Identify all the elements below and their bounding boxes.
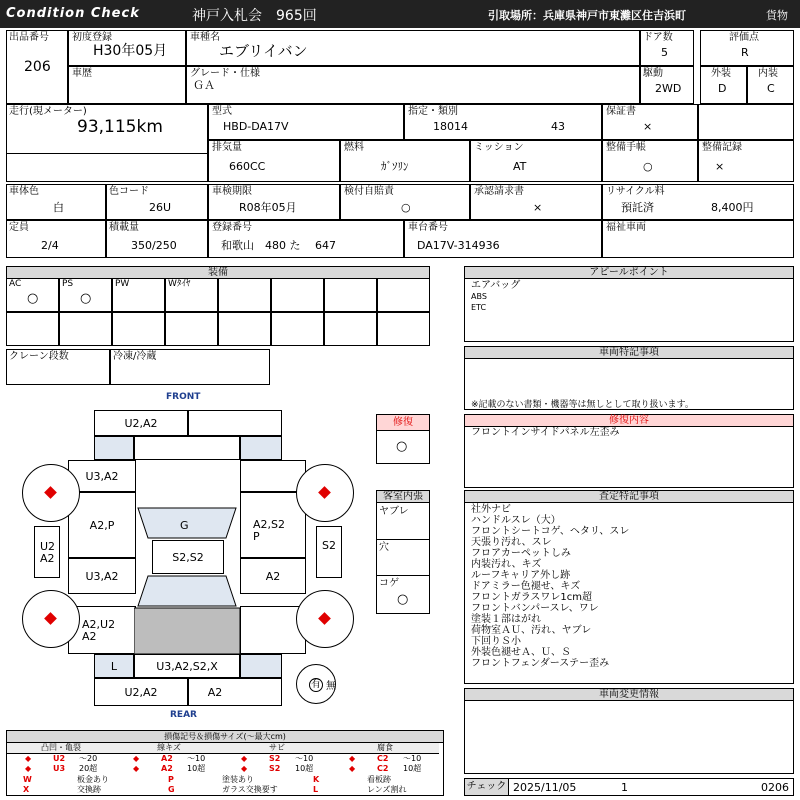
legend-group-title: 線キズ: [115, 743, 223, 754]
equipment-cell: [165, 278, 218, 312]
equipment-cell: [59, 312, 112, 346]
equipment-cell: [377, 278, 430, 312]
chassis-value: DA17V-314936: [417, 239, 500, 252]
damage-marker-icon: ◆: [133, 754, 140, 763]
back-door-damage: U3,A2,S2,X: [156, 660, 218, 673]
inspection-note-item: ルーフキャリア外し跡: [471, 570, 571, 581]
equipment-item-label: PS: [62, 279, 74, 289]
body-color-cell: [6, 184, 106, 220]
score-label: 評価点: [729, 32, 759, 43]
legend-title: 損傷記号＆損傷サイズ(〜最大cm): [7, 731, 443, 743]
cabin-row: [377, 540, 429, 576]
equipment-cell: [218, 278, 271, 312]
inspection-note-item: フロントシートコゲ、ヘタリ、スレ: [471, 526, 630, 537]
equipment-cell: [112, 312, 165, 346]
crane-cell: [6, 349, 110, 385]
repair-panel: [464, 414, 794, 488]
special-panel: [464, 346, 794, 410]
damage-marker-icon: ◆: [349, 754, 356, 763]
roof-damage: S2,S2: [172, 551, 204, 564]
panel-rear-door-right[interactable]: [240, 558, 306, 594]
damage-marker-icon: ◆: [241, 764, 248, 773]
mileage-divider: [7, 153, 207, 154]
model-label: 型式: [212, 106, 232, 117]
ext-label: 外装: [711, 68, 731, 79]
body-color-label: 車体色: [9, 186, 39, 197]
repair-flag-title: 修復: [377, 415, 429, 431]
legend-panel: [6, 730, 444, 796]
panel-front-bumper-right[interactable]: [188, 410, 282, 436]
cabin-item-label: 穴: [379, 542, 389, 553]
panel-rear-lamp-left[interactable]: [94, 654, 134, 678]
first-reg-value: H30年05月: [93, 43, 168, 59]
special-title: 車両特記事項: [465, 347, 793, 359]
legend-group-title: サビ: [223, 743, 331, 754]
legend-code-key: X: [23, 785, 30, 794]
legend-group-title: 凸凹・亀裂: [7, 743, 115, 754]
mileage-cell: [6, 104, 208, 182]
panel-front-door-right[interactable]: [240, 492, 306, 558]
cabin-box: [376, 490, 430, 614]
drive-value: 2WD: [655, 82, 682, 95]
rear-lamp-damage: L: [110, 660, 118, 673]
designation-label: 指定・類別: [408, 106, 458, 117]
legend-code-key: K: [313, 775, 320, 784]
car-name-label: 車種名: [190, 32, 220, 43]
check-label: チェック: [465, 779, 509, 795]
appeal-title: アピールポイント: [465, 267, 793, 279]
inspection-note-item: 天張り汚れ、スレ: [471, 537, 552, 548]
inspection-note-item: 社外ナビ: [471, 504, 511, 515]
reg-no-cell: [208, 220, 404, 258]
legend-code-key: G: [168, 785, 175, 794]
transfer-value: ×: [533, 201, 543, 214]
front-door-right-damage: A2,S2 P: [253, 518, 286, 543]
repair-item: フロントインサイドパネル左歪み: [471, 427, 620, 438]
legend-code-desc: 塗装あり: [222, 775, 254, 784]
warranty-cell: [602, 104, 698, 140]
inspection-label: 車検期限: [212, 186, 252, 197]
welfare-label: 福祉車両: [606, 222, 646, 233]
appeal-item: ETC: [471, 303, 487, 312]
legend-code-key: L: [313, 785, 319, 794]
legend-size: 10超: [295, 764, 314, 773]
displacement-value: 660CC: [229, 160, 266, 173]
appeal-panel: [464, 266, 794, 342]
doors-cell: [640, 30, 694, 66]
recycle-status: 預託済: [621, 201, 654, 214]
equipment-cell: [218, 312, 271, 346]
damage-marker-icon: ◆: [349, 764, 356, 773]
side-left-damage: U2 A2: [40, 540, 56, 565]
fridge-label: 冷凍/冷蔵: [113, 351, 157, 362]
legend-code: U3: [53, 764, 66, 773]
repair-title: 修復内容: [465, 415, 793, 427]
inspection-note-item: フロントガラスワレ1cm超: [471, 592, 593, 603]
spare-no-label: 無: [326, 681, 336, 692]
reg-no-label: 登録番号: [212, 222, 252, 233]
equipment-title: 装備: [7, 267, 429, 279]
equipment-cell: [324, 278, 377, 312]
legend-size: 20超: [79, 764, 98, 773]
legend-code-desc: ガラス交換要す: [222, 785, 278, 794]
color-code-value: 26U: [149, 201, 172, 214]
equipment-cell: [165, 312, 218, 346]
inspection-note-item: フロントフェンダーステー歪み: [471, 658, 610, 669]
legend-code-desc: レンズ割れ: [367, 785, 407, 794]
legend-code: A2: [161, 754, 173, 763]
inspection-note-item: フロントバンパースレ、ワレ: [471, 603, 599, 614]
inspection-note-item: 下回りＳ小: [471, 636, 521, 647]
front-bumper-damage: U2,A2: [124, 417, 158, 430]
category-number: 43: [551, 120, 565, 133]
transfer-label: 承認請求書: [474, 186, 524, 197]
chassis-label: 車台番号: [408, 222, 448, 233]
int-label: 内装: [758, 68, 778, 79]
cabin-item-mark: ○: [397, 592, 409, 607]
maint-book-cell: [602, 140, 698, 182]
front-label: FRONT: [166, 392, 201, 402]
capacity-label: 定員: [9, 222, 29, 233]
inspection-note-item: 荷物室ＡＵ、汚れ、ヤブレ: [471, 625, 592, 636]
damage-marker-icon: ◆: [25, 764, 32, 773]
legend-code: U2: [53, 754, 66, 763]
inspection-note-item: フロアカーペットしみ: [471, 548, 571, 559]
lot-cell: [6, 30, 68, 104]
cabin-item-label: ヤブレ: [379, 506, 409, 517]
mission-value: AT: [513, 160, 527, 173]
rear-bumper-right-damage: A2: [207, 686, 223, 699]
cabin-row: [377, 576, 429, 613]
grade-value: ＧＡ: [193, 79, 215, 92]
welfare-cell: [602, 220, 794, 258]
header-bar: [0, 0, 800, 28]
recycle-label: リサイクル料: [606, 186, 665, 197]
ext-value: D: [718, 82, 727, 95]
legend-code: S2: [269, 754, 281, 763]
mileage-value: 93,115km: [77, 117, 163, 137]
recycle-fee: 8,400円: [711, 201, 754, 214]
load-cell: [106, 220, 208, 258]
displacement-cell: [208, 140, 340, 182]
change-info-title: 車両変更情報: [465, 689, 793, 701]
cabin-item-label: コゲ: [379, 578, 399, 589]
insurance-value: ○: [401, 201, 411, 214]
warranty-blank-cell: [698, 104, 794, 140]
damage-marker-icon: [44, 486, 57, 499]
panel-roof[interactable]: [152, 540, 224, 574]
body-color-value: 白: [53, 201, 64, 214]
appeal-item: ABS: [471, 292, 487, 301]
inspection-note-item: 塗装１部はがれ: [471, 614, 541, 625]
wheel-front-right[interactable]: [296, 464, 354, 522]
fridge-cell: [110, 349, 270, 385]
equipment-cell: [377, 312, 430, 346]
equipment-item-label: PW: [115, 279, 130, 289]
panel-rear-door-left[interactable]: [68, 558, 136, 594]
equipment-item-mark: ○: [80, 291, 92, 306]
repair-flag-mark: ○: [396, 439, 408, 454]
panel-front-lamp-right[interactable]: [240, 436, 282, 460]
maint-book-value: ○: [643, 160, 653, 173]
designation-cell: [404, 104, 602, 140]
damage-marker-icon: ◆: [133, 764, 140, 773]
wheel-rear-left[interactable]: [22, 590, 80, 648]
first-reg-label: 初度登録: [72, 32, 112, 43]
legend-code-desc: 看板跡: [367, 775, 391, 784]
first-reg-cell: [68, 30, 186, 66]
legend-size: 〜10: [295, 754, 314, 763]
maint-record-value: ×: [715, 160, 725, 173]
fuel-value: ｶﾞｿﾘﾝ: [381, 160, 409, 173]
panel-side-right[interactable]: [316, 526, 342, 578]
doors-label: ドア数: [643, 32, 673, 43]
check-count: 1: [621, 781, 628, 794]
inspection-cell: [208, 184, 340, 220]
legend-code-key: W: [23, 775, 32, 784]
maint-record-label: 整備記録: [702, 142, 742, 153]
car-name-cell: [186, 30, 640, 66]
legend-code-desc: 板金あり: [77, 775, 109, 784]
wheel-rear-right[interactable]: [296, 590, 354, 648]
mission-label: ミッション: [474, 142, 524, 153]
warranty-value: ×: [643, 120, 653, 133]
grade-label: グレード・仕様: [190, 68, 260, 79]
chassis-cell: [404, 220, 602, 258]
maint-book-label: 整備手帳: [606, 142, 646, 153]
panel-front-lamp-left[interactable]: [94, 436, 134, 460]
panel-front-center[interactable]: [134, 436, 240, 460]
panel-rear-bumper-right[interactable]: [188, 678, 282, 706]
front-door-left-damage: A2,P: [89, 519, 115, 532]
load-value: 350/250: [131, 239, 177, 252]
equipment-item-mark: ○: [27, 291, 39, 306]
lot-number: 206: [24, 59, 51, 75]
windshield-damage: G: [180, 519, 189, 532]
drive-cell: [640, 66, 694, 104]
insurance-cell: [340, 184, 470, 220]
equipment-item-label: AC: [9, 279, 22, 289]
inspection-note-item: 外装色褪せＡ、Ｕ、Ｓ: [471, 647, 571, 658]
legend-code: A2: [161, 764, 173, 773]
legend-code-desc: 交換跡: [77, 785, 101, 794]
special-note: ※記載のない書類・機器等は無しとして取り扱います。: [471, 400, 694, 410]
equipment-cell: [112, 278, 165, 312]
fuel-cell: [340, 140, 470, 182]
insurance-label: 検付自賠責: [344, 186, 394, 197]
legend-size: 10超: [187, 764, 206, 773]
legend-code-key: P: [168, 775, 174, 784]
damage-marker-icon: [318, 486, 331, 499]
panel-back-door[interactable]: [134, 654, 240, 678]
legend-code: S2: [269, 764, 281, 773]
fender-left-damage: U3,A2: [85, 470, 119, 483]
color-code-cell: [106, 184, 208, 220]
history-cell: [68, 66, 186, 104]
inspection-notes-list: [471, 504, 629, 669]
equipment-item-label: Wﾀｲﾔ: [168, 279, 191, 289]
damage-marker-icon: [44, 612, 57, 625]
quarter-left-damage: A2,U2 A2: [82, 618, 116, 643]
rear-glass: [138, 576, 236, 606]
capacity-cell: [6, 220, 106, 258]
inspection-note-item: 内装汚れ、キズ: [471, 559, 542, 570]
spare-yes-label: 有: [311, 679, 321, 690]
equipment-cell: [59, 278, 112, 312]
pickup-location: 引取場所：兵庫県神戸市東灘区住吉浜町: [488, 9, 686, 22]
load-label: 積載量: [109, 222, 139, 233]
recycle-cell: [602, 184, 794, 220]
panel-front-bumper[interactable]: [94, 410, 188, 436]
cabin-row: [377, 504, 429, 540]
cabin-title: 客室内張: [377, 491, 429, 503]
legend-size: 〜20: [79, 754, 98, 763]
legend-size: 〜10: [187, 754, 206, 763]
damage-marker-icon: [318, 612, 331, 625]
displacement-label: 排気量: [212, 142, 242, 153]
legend-code: C2: [377, 754, 389, 763]
car-name-value: エブリイバン: [219, 42, 308, 60]
int-cell: [747, 66, 794, 104]
auction-title: 神戸入札会 965回: [192, 8, 317, 24]
warranty-label: 保証書: [606, 106, 636, 117]
inspection-value: R08年05月: [239, 201, 297, 214]
inspection-note-item: ドアミラー色褪せ、キズ: [471, 581, 581, 592]
grade-cell: [186, 66, 640, 104]
equipment-cell: [324, 312, 377, 346]
rear-door-right-damage: A2: [265, 570, 281, 583]
damage-marker-icon: ◆: [25, 754, 32, 763]
panel-rear-bumper-left[interactable]: [94, 678, 188, 706]
rear-door-left-damage: U3,A2: [85, 570, 119, 583]
vehicle-category: 貨物: [766, 9, 788, 22]
inspection-notes-title: 査定特記事項: [465, 491, 793, 503]
lot-label: 出品番号: [9, 32, 49, 43]
repair-flag-box: [376, 414, 430, 464]
color-code-label: 色コード: [109, 186, 149, 197]
model-cell: [208, 104, 404, 140]
mileage-label: 走行(現メーター): [9, 106, 87, 117]
side-right-damage: S2: [322, 539, 336, 552]
crane-label: クレーン段数: [9, 351, 69, 362]
brand-title: Condition Check: [6, 6, 140, 21]
rear-bumper-left-damage: U2,A2: [124, 686, 158, 699]
rear-gray-area: [134, 608, 240, 654]
score-value: R: [741, 46, 749, 59]
inspection-note-item: ハンドルスレ（大）: [471, 515, 561, 526]
maint-record-cell: [698, 140, 794, 182]
legend-size: 10超: [403, 764, 422, 773]
inspection-notes-panel: [464, 490, 794, 684]
drive-label: 駆動: [643, 68, 663, 79]
ext-cell: [700, 66, 747, 104]
panel-side-left[interactable]: [34, 526, 60, 578]
reg-no-value: 和歌山 480 た 647: [221, 239, 336, 252]
rear-label: REAR: [170, 710, 197, 720]
transfer-cell: [470, 184, 602, 220]
check-date: 2025/11/05: [513, 781, 577, 794]
damage-marker-icon: ◆: [241, 754, 248, 763]
doors-value: 5: [661, 46, 668, 59]
panel-rear-lamp-right[interactable]: [240, 654, 282, 678]
model-value: HBD-DA17V: [223, 120, 289, 133]
appeal-item: エアバッグ: [471, 280, 521, 291]
score-cell: [700, 30, 794, 66]
legend-group-title: 腐食: [331, 743, 439, 754]
capacity-value: 2/4: [41, 239, 59, 252]
legend-size: 〜10: [403, 754, 422, 763]
wheel-front-left[interactable]: [22, 464, 80, 522]
appeal-list: [471, 280, 520, 313]
equipment-cell: [6, 278, 59, 312]
mission-cell: [470, 140, 602, 182]
check-row: [464, 778, 794, 796]
equipment-cell: [6, 312, 59, 346]
change-info-panel: [464, 688, 794, 774]
int-value: C: [767, 82, 775, 95]
equipment-cell: [271, 312, 324, 346]
legend-code: C2: [377, 764, 389, 773]
fuel-label: 燃料: [344, 142, 364, 153]
designation-value: 18014: [433, 120, 468, 133]
equipment-cell: [271, 278, 324, 312]
history-label: 車歴: [72, 68, 92, 79]
check-code: 0206: [761, 781, 789, 794]
